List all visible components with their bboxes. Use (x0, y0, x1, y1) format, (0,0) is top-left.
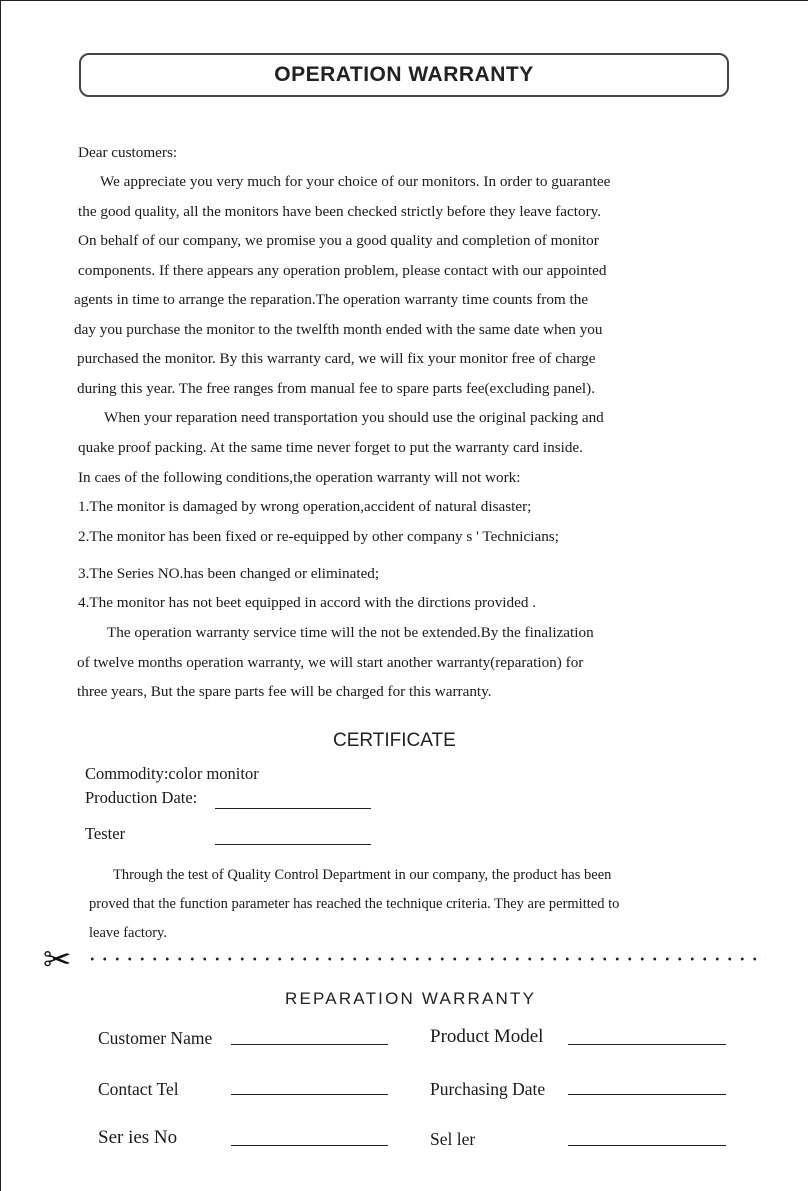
body-line: The operation warranty service time will the not be extended.By the finalization (107, 624, 594, 641)
title-banner (79, 53, 729, 97)
body-line: day you purchase the monitor to the twelfth month ended with the same date when you (74, 321, 603, 338)
page-border-left (0, 0, 1, 1191)
purchasing-date-field[interactable] (568, 1094, 726, 1095)
certificate-title: CERTIFICATE (333, 730, 456, 751)
qc-statement-line: leave factory. (89, 925, 167, 941)
scissors-icon: ✂ (43, 940, 72, 980)
product-model-field[interactable] (568, 1044, 726, 1045)
body-line: On behalf of our company, we promise you a good quality and completion of monitor (78, 232, 599, 249)
qc-statement-line: Through the test of Quality Control Department in our company, the product has been (113, 867, 612, 883)
condition-item: 3.The Series NO.has been changed or eliminated; (78, 565, 380, 582)
condition-item: 2.The monitor has been fixed or re-equipped by other company s ' Technicians; (78, 528, 559, 545)
tester-label: Tester (85, 824, 126, 843)
commodity-text: Commodity:color monitor (85, 764, 259, 783)
contact-tel-label: Contact Tel (98, 1079, 179, 1099)
seller-label: Sel ler (430, 1129, 476, 1149)
purchasing-date-label: Purchasing Date (430, 1079, 546, 1099)
body-line: the good quality, all the monitors have been checked strictly before they leave factory. (78, 203, 602, 220)
body-line: quake proof packing. At the same time never forget to put the warranty card inside. (78, 439, 583, 456)
condition-item: 4.The monitor has not beet equipped in accord with the dirctions provided . (78, 594, 537, 611)
page-title: OPERATION WARRANTY (274, 63, 534, 86)
body-line: during this year. The free ranges from manual fee to spare parts fee(excluding panel). (77, 380, 595, 397)
production-date-label: Production Date: (85, 788, 198, 807)
product-model-label: Product Model (430, 1026, 544, 1047)
body-line: We appreciate you very much for your choice of our monitors. In order to guarantee (100, 173, 611, 190)
page-border-top (0, 0, 808, 1)
body-line: purchased the monitor. By this warranty card, we will fix your monitor free of charge (77, 350, 596, 367)
body-line: three years, But the spare parts fee will be charged for this warranty. (77, 683, 492, 700)
body-line: of twelve months operation warranty, we will start another warranty(reparation) for (77, 654, 584, 671)
body-line: components. If there appears any operation problem, please contact with our appointed (78, 262, 607, 279)
contact-tel-field[interactable] (231, 1094, 388, 1095)
customer-name-label: Customer Name (98, 1028, 213, 1048)
seller-field[interactable] (568, 1145, 726, 1146)
customer-name-field[interactable] (231, 1044, 388, 1045)
salutation: Dear customers: (78, 144, 178, 161)
production-date-field[interactable] (215, 808, 371, 809)
reparation-title: REPARATION WARRANTY (285, 989, 537, 1008)
body-line: agents in time to arrange the reparation.The operation warranty time counts from the (74, 291, 589, 308)
body-line: In caes of the following conditions,the operation warranty will not work: (78, 469, 521, 486)
tester-field[interactable] (215, 844, 371, 845)
series-no-label: Ser ies No (98, 1127, 178, 1148)
body-line: When your reparation need transportation you should use the original packing and (104, 409, 604, 426)
qc-statement-line: proved that the function parameter has reached the technique criteria. They are permitted to (89, 896, 620, 912)
series-no-field[interactable] (231, 1145, 388, 1146)
condition-item: 1.The monitor is damaged by wrong operation,accident of natural disaster; (78, 498, 532, 515)
cut-line (86, 956, 766, 962)
